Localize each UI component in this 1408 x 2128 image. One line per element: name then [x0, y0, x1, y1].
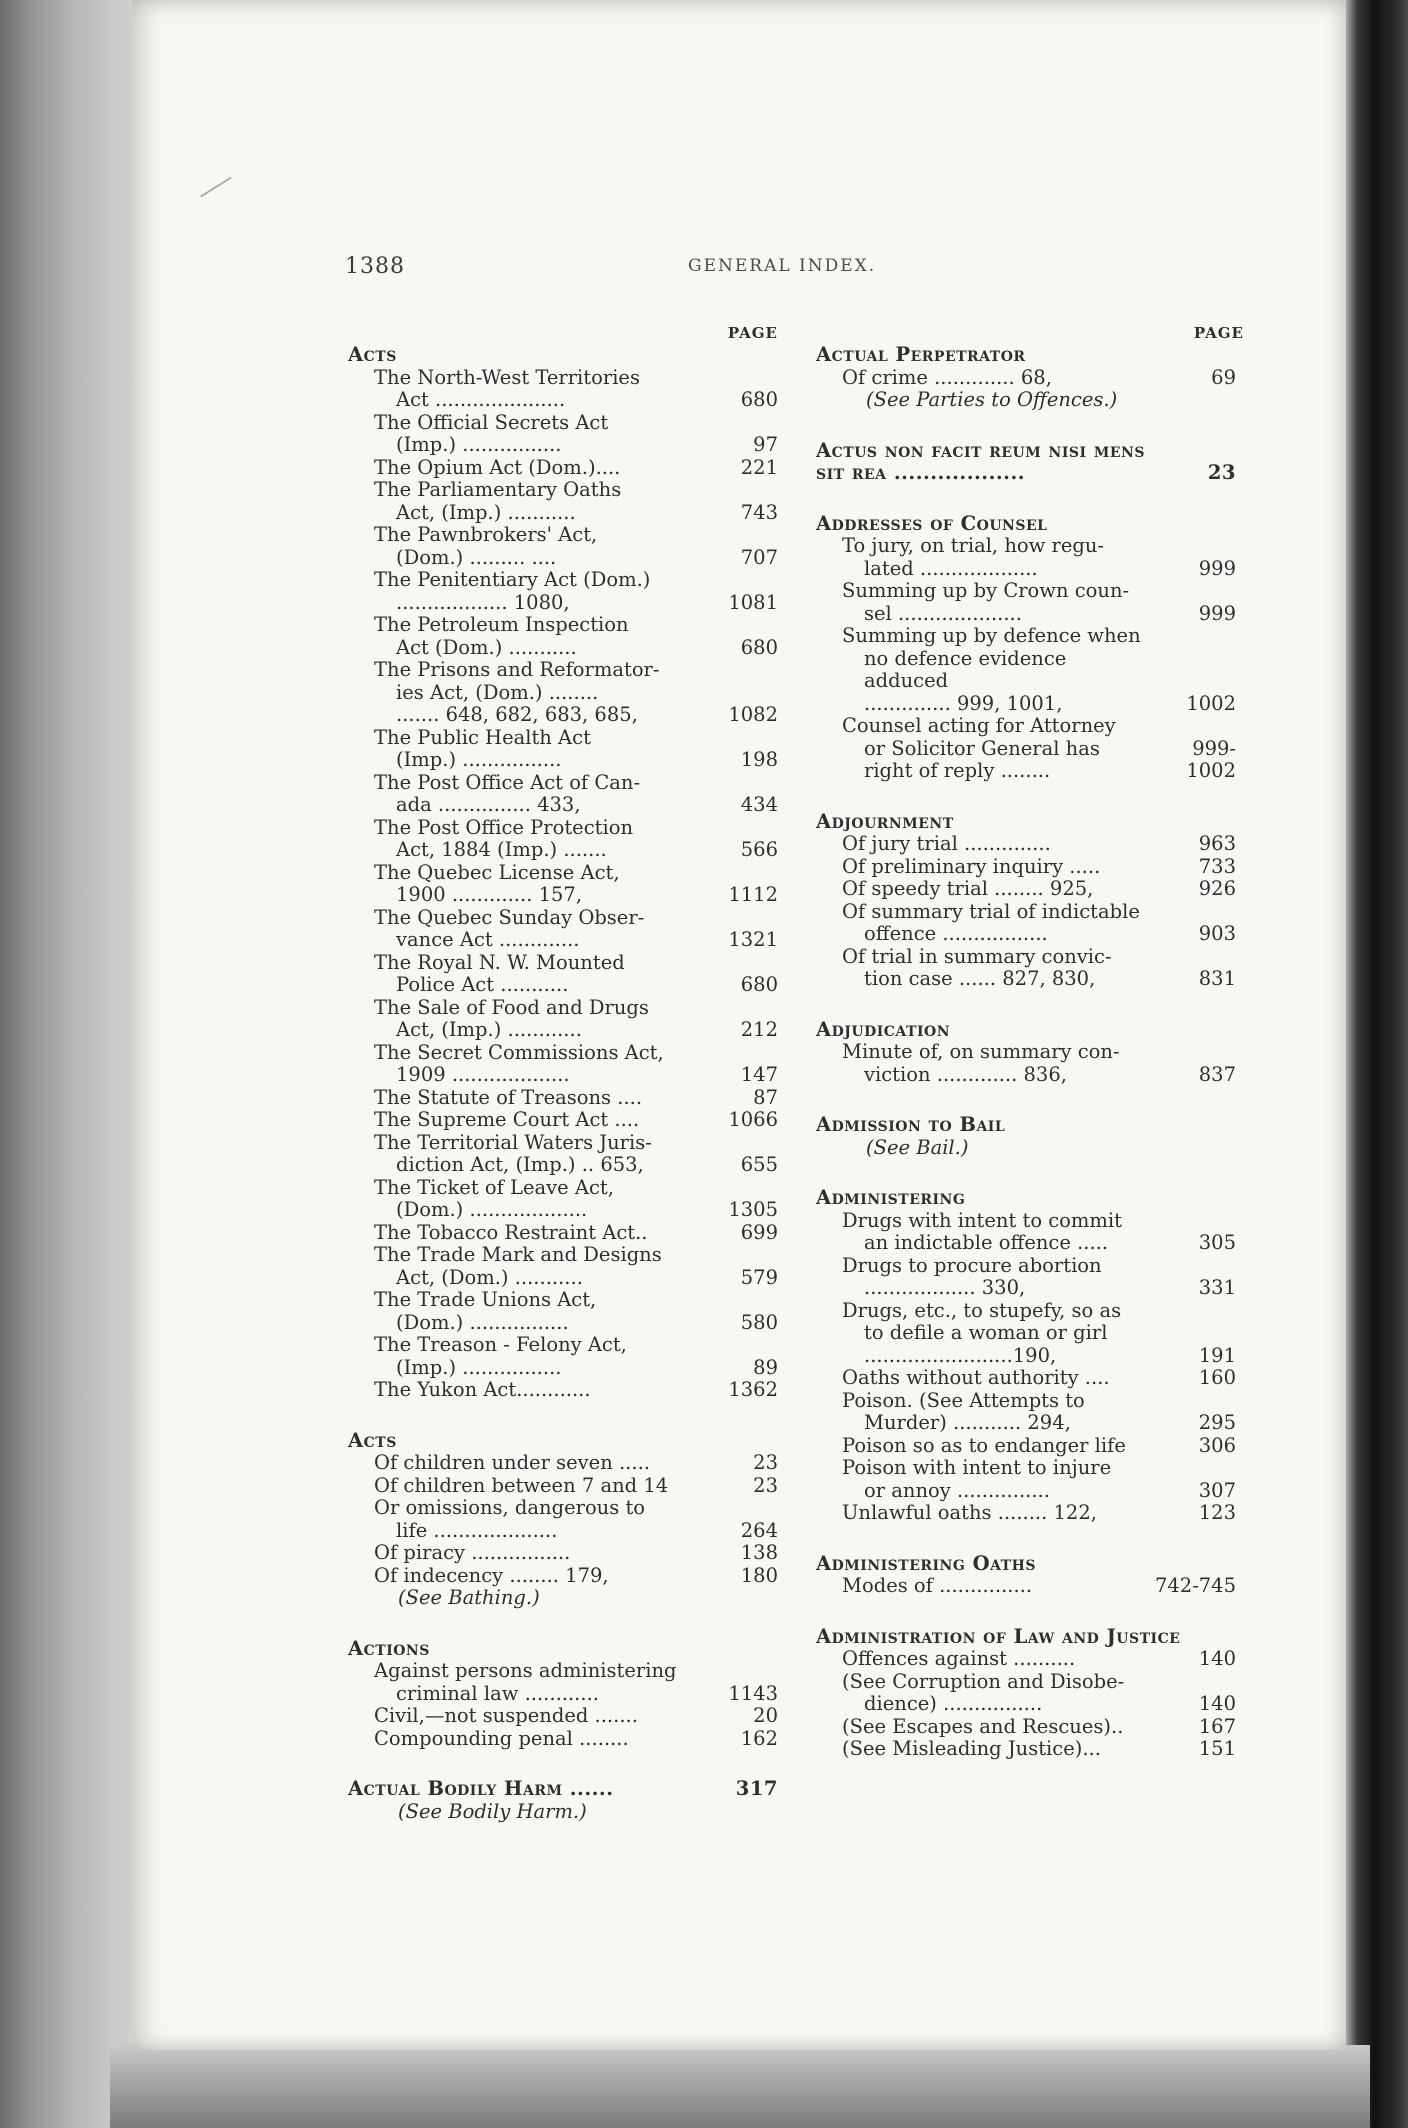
page-ref: 160	[1198, 1366, 1236, 1389]
page-ref: 999-1002	[1186, 736, 1236, 782]
left-blocks	[348, 344, 778, 1823]
entry-line: (Dom.) ................	[396, 1310, 569, 1334]
index-entry	[816, 1575, 1236, 1598]
entry-line: .............. 999, 1001,	[864, 691, 1063, 715]
see-reference: (See Bathing.)	[398, 1586, 540, 1609]
entry-line: (Imp.) ................	[396, 748, 562, 771]
book-bottom-edge	[110, 2045, 1370, 2128]
entry-line: Of indecency ........ 179,	[374, 1563, 609, 1587]
right-index-column	[816, 322, 1244, 1761]
entry-line: Poison so as to endanger life	[842, 1433, 1126, 1457]
page-ref: 147	[740, 1063, 778, 1086]
page-ref: 999	[1198, 601, 1236, 625]
entry-line: life ....................	[396, 1518, 558, 1542]
entry-line: no defence evidence adduced	[864, 646, 1067, 692]
page-ref: 579	[740, 1265, 778, 1289]
page-ref: 221	[740, 455, 778, 479]
page-ref: 733	[1198, 854, 1236, 878]
page-ref: 680	[740, 388, 778, 411]
entry-line: The Sale of Food and Drugs	[374, 995, 649, 1019]
index-heading: Admission to Bail	[816, 1113, 1006, 1136]
entry-line: Minute of, on summary con-	[842, 1040, 1120, 1063]
index-heading: Acts	[348, 1428, 397, 1452]
index-heading: Acts	[348, 343, 397, 366]
index-entry	[348, 1452, 778, 1475]
entry-line: The Treason - Felony Act,	[374, 1333, 627, 1356]
index-entry	[348, 1542, 778, 1565]
index-entry	[816, 1738, 1236, 1761]
page-ref: 566	[740, 838, 778, 861]
entry-line: Poison. (See Attempts to	[842, 1388, 1085, 1412]
entry-line: The Yukon Act............	[374, 1378, 591, 1401]
page-ref: 295	[1198, 1411, 1236, 1434]
entry-line: Act .....................	[396, 388, 566, 411]
entry-line: Of children under seven .....	[374, 1451, 650, 1474]
page-ref: 1082	[728, 703, 778, 726]
page-ref: 23	[753, 1451, 778, 1474]
index-heading	[816, 440, 1236, 485]
entry-line: The Quebec Sunday Obser-	[374, 905, 645, 929]
index-entry	[816, 1457, 1236, 1502]
index-entry	[348, 479, 778, 524]
entry-line: criminal law ............	[396, 1681, 599, 1705]
index-heading: Actions	[348, 1636, 430, 1660]
index-entry	[348, 457, 778, 480]
page-ref: 926	[1198, 877, 1236, 900]
entry-line: The Official Secrets Act	[374, 410, 609, 434]
index-entry	[816, 833, 1236, 856]
entry-line: Act, (Dom.) ...........	[396, 1265, 583, 1289]
entry-line: Drugs with intent to commit	[842, 1208, 1122, 1232]
page-ref: 307	[1198, 1478, 1236, 1502]
index-entry	[348, 1222, 778, 1245]
entry-line: Of children between 7 and 14	[374, 1473, 669, 1497]
index-entry	[816, 1210, 1236, 1255]
running-head: GENERAL INDEX.	[688, 256, 877, 276]
page-ref: 20	[753, 1704, 778, 1727]
index-entry	[816, 1502, 1236, 1525]
entry-line: The Secret Commissions Act,	[374, 1040, 664, 1064]
page-ref: 1002	[1186, 691, 1236, 715]
page-ref: 707	[740, 545, 778, 569]
entry-line: The Royal N. W. Mounted	[374, 950, 625, 974]
index-entry	[816, 946, 1236, 991]
entry-line: diction Act, (Imp.) .. 653,	[396, 1153, 644, 1176]
entry-line: vance Act .............	[396, 928, 580, 951]
entry-line: The Territorial Waters Juris-	[374, 1130, 652, 1154]
index-entry	[348, 614, 778, 659]
entry-line: (Dom.) ...................	[396, 1198, 588, 1221]
page-ref: 138	[740, 1541, 778, 1564]
index-entry	[348, 569, 778, 614]
index-entry	[816, 856, 1236, 879]
entry-line: The Trade Unions Act,	[374, 1288, 597, 1311]
page-ref: 69	[1211, 365, 1236, 389]
page-ref: 167	[1198, 1714, 1236, 1738]
entry-line: Of crime ............. 68,	[842, 365, 1052, 389]
page-ref: 580	[740, 1310, 778, 1334]
page-column-label: PAGE	[727, 324, 778, 342]
page-ref: 837	[1198, 1062, 1236, 1086]
index-entry	[816, 1648, 1236, 1671]
page-ref: 306	[1198, 1433, 1236, 1457]
page-ref: 743	[740, 500, 778, 524]
entry-line: .................. 330,	[864, 1276, 1026, 1299]
entry-line: The Post Office Protection	[374, 815, 634, 839]
index-heading: Adjournment	[816, 809, 954, 833]
entry-line: The Public Health Act	[374, 725, 591, 749]
index-entry	[348, 1042, 778, 1087]
entry-line: Summing up by defence when	[842, 624, 1141, 647]
index-entry	[348, 1109, 778, 1132]
index-heading: Administration of Law and Justice	[816, 1624, 1181, 1648]
entry-line: Against persons administering	[374, 1659, 677, 1682]
entry-line: Act (Dom.) ...........	[396, 635, 577, 659]
entry-line: Act, (Imp.) ............	[396, 1018, 582, 1041]
index-entry	[348, 1728, 778, 1751]
entry-line: (Dom.) ......... ....	[396, 545, 557, 569]
left-index-column	[348, 322, 778, 1823]
entry-line: or Solicitor General has	[864, 736, 1100, 760]
index-entry	[348, 1334, 778, 1379]
entry-line: The Petroleum Inspection	[374, 613, 629, 636]
index-entry	[816, 901, 1236, 946]
heading-page-ref: 317	[735, 1777, 778, 1800]
index-entry	[816, 1435, 1236, 1458]
page-ref: 1066	[728, 1108, 778, 1131]
entry-line: Drugs, etc., to stupefy, so as	[842, 1298, 1122, 1322]
entry-line: Counsel acting for Attorney	[842, 714, 1116, 737]
heading-text: Actus non facit reum nisi mens sit rea ..................	[816, 438, 1145, 484]
entry-line: viction ............. 836,	[864, 1062, 1067, 1086]
entry-line: The Supreme Court Act ....	[374, 1108, 640, 1131]
entry-line: The Parliamentary Oaths	[374, 478, 622, 501]
entry-line: The Trade Mark and Designs	[374, 1243, 662, 1266]
index-heading: Adjudication	[816, 1017, 950, 1041]
index-entry	[348, 997, 778, 1042]
entry-line: right of reply ........	[864, 759, 1051, 782]
entry-line: Summing up by Crown coun-	[842, 579, 1130, 602]
entry-line: The Pawnbrokers' Act,	[374, 523, 598, 546]
page-ref: 999	[1198, 556, 1236, 580]
index-heading	[348, 1778, 778, 1801]
entry-line: Act, (Imp.) ...........	[396, 500, 576, 524]
entry-line: ies Act, (Dom.) ........	[396, 680, 599, 704]
entry-line: Of trial in summary convic-	[842, 944, 1112, 968]
index-entry	[348, 1087, 778, 1110]
page-ref: 180	[740, 1563, 778, 1587]
index-entry	[816, 1367, 1236, 1390]
entry-line: sel ....................	[864, 601, 1022, 625]
entry-line: tion case ...... 827, 830,	[864, 967, 1096, 990]
entry-line: lated ...................	[864, 556, 1038, 580]
index-entry	[348, 412, 778, 457]
index-entry	[816, 1300, 1236, 1368]
index-heading: Actual Perpetrator	[816, 343, 1026, 366]
page-ref: 1321	[728, 928, 778, 951]
entry-line: The Tobacco Restraint Act..	[374, 1220, 648, 1244]
entry-line: to defile a woman or girl	[864, 1321, 1108, 1344]
page-ref: 198	[740, 748, 778, 771]
index-heading: Administering Oaths	[816, 1551, 1036, 1575]
entry-line: Drugs to procure abortion	[842, 1253, 1102, 1277]
book-left-edge	[0, 0, 132, 2128]
entry-line: The Opium Act (Dom.)....	[374, 455, 621, 479]
entry-line: Offences against ..........	[842, 1647, 1076, 1670]
entry-line: Of speedy trial ........ 925,	[842, 877, 1094, 900]
entry-line: Act, 1884 (Imp.) .......	[396, 838, 607, 861]
see-reference: (See Parties to Offences.)	[866, 388, 1118, 411]
page-ref: 655	[740, 1153, 778, 1176]
entry-line: The Ticket of Leave Act,	[374, 1175, 614, 1199]
entry-line: ....... 648, 682, 683, 685,	[396, 703, 638, 726]
index-entry	[348, 1497, 778, 1542]
page-ref: 903	[1198, 922, 1236, 945]
index-entry	[348, 1289, 778, 1334]
index-entry	[348, 772, 778, 817]
index-entry	[348, 367, 778, 412]
entry-line: ........................190,	[864, 1343, 1057, 1367]
entry-line: Compounding penal ........	[374, 1726, 629, 1750]
entry-line: The Post Office Act of Can-	[374, 770, 641, 794]
page-ref: 212	[740, 1018, 778, 1041]
index-entry	[348, 1565, 778, 1588]
page-ref: 151	[1198, 1737, 1236, 1760]
entry-line: (Imp.) ................	[396, 1355, 562, 1379]
index-entry	[348, 907, 778, 952]
page-ref: 140	[1198, 1692, 1236, 1715]
page-ref: 162	[740, 1726, 778, 1750]
page-ref: 434	[740, 793, 778, 816]
entry-line: Unlawful oaths ........ 122,	[842, 1501, 1097, 1524]
page-ref: 680	[740, 973, 778, 996]
page-ref: 264	[740, 1518, 778, 1542]
entry-line: Of summary trial of indictable	[842, 899, 1140, 923]
entry-line: (Imp.) ................	[396, 433, 562, 456]
page-ref: 963	[1198, 832, 1236, 855]
index-entry	[816, 1041, 1236, 1086]
page-ref: 191	[1198, 1343, 1236, 1367]
page-column-label: PAGE	[1193, 324, 1244, 342]
entry-line: 1909 ...................	[396, 1063, 570, 1086]
index-entry	[348, 1660, 778, 1705]
entry-line: Police Act ...........	[396, 973, 569, 996]
index-entry	[816, 1390, 1236, 1435]
index-entry	[348, 862, 778, 907]
index-entry	[816, 367, 1236, 390]
page-ref: 1081	[728, 590, 778, 614]
entry-line: Modes of ...............	[842, 1574, 1033, 1597]
index-entry	[348, 952, 778, 997]
page-ref: 305	[1198, 1231, 1236, 1254]
index-entry	[816, 580, 1236, 625]
entry-line: Of piracy ................	[374, 1541, 571, 1564]
index-entry	[348, 1132, 778, 1177]
page-ref: 1305	[728, 1198, 778, 1221]
index-entry	[348, 1705, 778, 1728]
page-ref: 23	[753, 1473, 778, 1497]
heading-page-ref: 23	[1207, 461, 1236, 484]
entry-line: Or omissions, dangerous to	[374, 1496, 646, 1519]
page-ref: 699	[740, 1220, 778, 1244]
index-entry	[348, 1475, 778, 1498]
index-entry	[816, 535, 1236, 580]
entry-line: Poison with intent to injure	[842, 1456, 1112, 1479]
page-ref: 742-745	[1154, 1574, 1236, 1597]
see-reference: (See Bail.)	[866, 1135, 969, 1159]
page-ref: 89	[753, 1355, 778, 1379]
entry-line: offence .................	[864, 922, 1048, 945]
page-ref: 1112	[728, 883, 778, 906]
page-ref: 831	[1198, 967, 1236, 990]
entry-line: The Quebec License Act,	[374, 860, 620, 884]
entry-line: Of jury trial ..............	[842, 832, 1051, 855]
entry-line: Murder) ........... 294,	[864, 1411, 1071, 1434]
index-entry	[816, 1716, 1236, 1739]
index-entry	[348, 1379, 778, 1402]
entry-line: (See Misleading Justice)...	[842, 1737, 1101, 1760]
entry-line: (See Corruption and Disobe-	[842, 1669, 1125, 1693]
page-ref: 97	[753, 433, 778, 456]
entry-line: Of preliminary inquiry .....	[842, 854, 1101, 878]
page-ref: 87	[753, 1085, 778, 1109]
see-reference: (See Bodily Harm.)	[398, 1799, 587, 1823]
index-entry	[348, 524, 778, 569]
index-entry	[816, 1671, 1236, 1716]
page-ref: 1362	[728, 1378, 778, 1401]
page-number: 1388	[345, 254, 405, 279]
index-entry	[348, 817, 778, 862]
page-ref: 1143	[728, 1681, 778, 1705]
entry-line: The Prisons and Reformator-	[374, 658, 660, 681]
index-entry	[816, 1255, 1236, 1300]
page-ref: 680	[740, 635, 778, 659]
entry-line: The North-West Territories	[374, 365, 640, 389]
page-ref: 123	[1198, 1501, 1236, 1524]
index-entry	[816, 878, 1236, 901]
entry-line: To jury, on trial, how regu-	[842, 534, 1105, 557]
entry-line: ada ............... 433,	[396, 793, 581, 816]
entry-line: dience) ................	[864, 1692, 1043, 1715]
entry-line: The Statute of Treasons ....	[374, 1085, 643, 1109]
index-entry	[816, 715, 1236, 783]
index-entry	[348, 1244, 778, 1289]
entry-line: 1900 ............. 157,	[396, 883, 583, 906]
page-ref: 331	[1198, 1276, 1236, 1299]
entry-line: Oaths without authority ....	[842, 1366, 1110, 1389]
index-heading: Addresses of Counsel	[816, 511, 1048, 535]
index-entry	[348, 659, 778, 727]
book-right-edge	[1346, 0, 1408, 2128]
right-blocks	[816, 344, 1236, 1761]
page-ref: 140	[1198, 1647, 1236, 1670]
index-heading: Administering	[816, 1186, 966, 1209]
entry-line: .................. 1080,	[396, 590, 570, 614]
index-entry	[348, 727, 778, 772]
entry-line: an indictable offence .....	[864, 1231, 1109, 1254]
entry-line: The Penitentiary Act (Dom.)	[374, 568, 651, 591]
entry-line: Civil,—not suspended .......	[374, 1704, 638, 1727]
entry-line: or annoy ...............	[864, 1478, 1050, 1502]
index-entry	[348, 1177, 778, 1222]
index-entry	[816, 625, 1236, 715]
heading-text: Actual Bodily Harm ......	[348, 1777, 614, 1800]
entry-line: (See Escapes and Rescues)..	[842, 1714, 1124, 1738]
